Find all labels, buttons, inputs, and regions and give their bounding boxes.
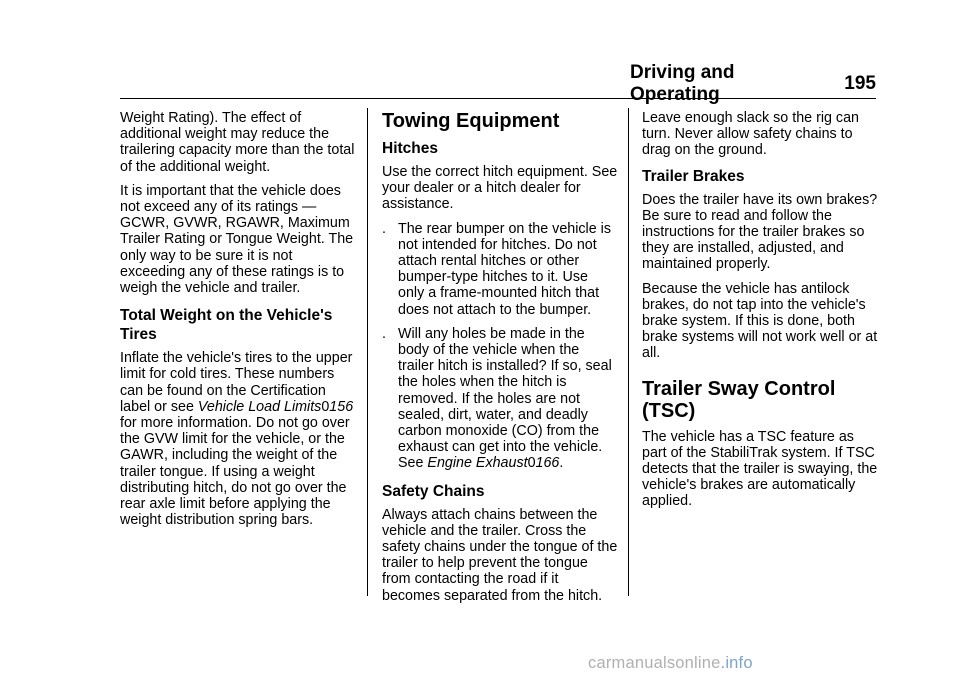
bullet-mark: . <box>382 325 386 342</box>
column-3 <box>642 110 878 518</box>
header-divider <box>120 98 876 99</box>
paragraph: Does the trailer have its own brakes? Be sure to read and follow the instructions for the trailer brakes so they are installed, adjusted, and maintained properly. <box>642 191 878 273</box>
heading-safety-chains: Safety Chains <box>382 482 485 500</box>
heading-towing-equipment: Towing Equipment <box>382 110 560 132</box>
page-ref-166[interactable]: 166 <box>535 455 560 472</box>
paragraph: Always attach chains between the vehicle and the trailer. Cross the safety chains under the tongue of the trailer to help prevent the tongue from contacting the road if it becomes separated from the hitch. <box>382 506 618 604</box>
page-ref-arrow-icon: 0 <box>527 455 536 472</box>
list-item-text: The rear bumper on the vehicle is not intended for hitches. Do not attach rental hitches or other bumper-type hitches to it. Use only a frame-mounted hitch that does not attach to the bumper. <box>398 220 611 318</box>
heading-total-weight-tires: Total Weight on the Vehicle's Tires <box>120 307 333 344</box>
heading-trailer-sway-control: Trailer Sway Control (TSC) <box>642 377 836 422</box>
link-engine-exhaust[interactable]: Engine Exhaust <box>427 455 528 472</box>
paragraph: It is important that the vehicle does not exceed any of its ratings — GCWR, GVWR, RGAWR, Maximum Trailer Rating or Tongue Weight. The only way to be sure it is not exceeding any of these ratings is to weigh the vehicle and trailer. <box>120 182 354 297</box>
link-vehicle-load-limits[interactable]: Vehicle Load Limits <box>197 398 322 415</box>
page-ref-arrow-icon: 0 <box>321 398 330 415</box>
page-ref-156[interactable]: 156 <box>329 398 354 415</box>
heading-hitches: Hitches <box>382 140 438 157</box>
paragraph: Because the vehicle has antilock brakes, do not tap into the vehicle's brake system. If this is done, both brake systems will not work well or at all. <box>642 280 878 362</box>
paragraph: Inflate the vehicle's tires to the upper limit for cold tires. These numbers can be found on the Certification label or see Vehicle Load Limits0156 for more information. Do not go over the GVW limit for the vehicle, or the GAWR, including the weight of the trailer tongue. If using a weight distributing hitch, do not go over the rear axle limit before applying the weight distribution spring bars. <box>120 350 354 529</box>
watermark: carmanualsonline.info <box>588 654 753 672</box>
paragraph: Leave enough slack so the rig can turn. Never allow safety chains to drag on the ground. <box>642 110 859 159</box>
column-divider <box>367 108 368 596</box>
heading-trailer-brakes: Trailer Brakes <box>642 167 745 185</box>
column-1 <box>120 110 356 536</box>
page-header <box>630 62 876 105</box>
list-item <box>382 221 618 318</box>
paragraph: The vehicle has a TSC feature as part of the StabiliTrak system. If TSC detects that the trailer is swaying, the vehicle's brakes are automatically applied. <box>642 428 878 510</box>
column-2 <box>382 110 618 612</box>
paragraph: Weight Rating). The effect of additional weight may reduce the trailering capacity more than the total of the additional weight. <box>120 110 355 175</box>
page-number: 195 <box>844 73 876 94</box>
list-item <box>382 326 618 472</box>
list-item-text: Will any holes be made in the body of the vehicle when the trailer hitch is installed? If so, seal the holes when the hitch is removed. If the holes are not sealed, dirt, water, and deadly carbon monoxide (CO) from the exhaust can get into the vehicle. See Engine Exhaust0166. <box>398 325 612 472</box>
bullet-mark: . <box>382 220 386 237</box>
column-divider <box>628 108 629 596</box>
section-title: Driving and Operating <box>630 62 735 105</box>
paragraph: Use the correct hitch equipment. See your dealer or a hitch dealer for assistance. <box>382 164 618 213</box>
